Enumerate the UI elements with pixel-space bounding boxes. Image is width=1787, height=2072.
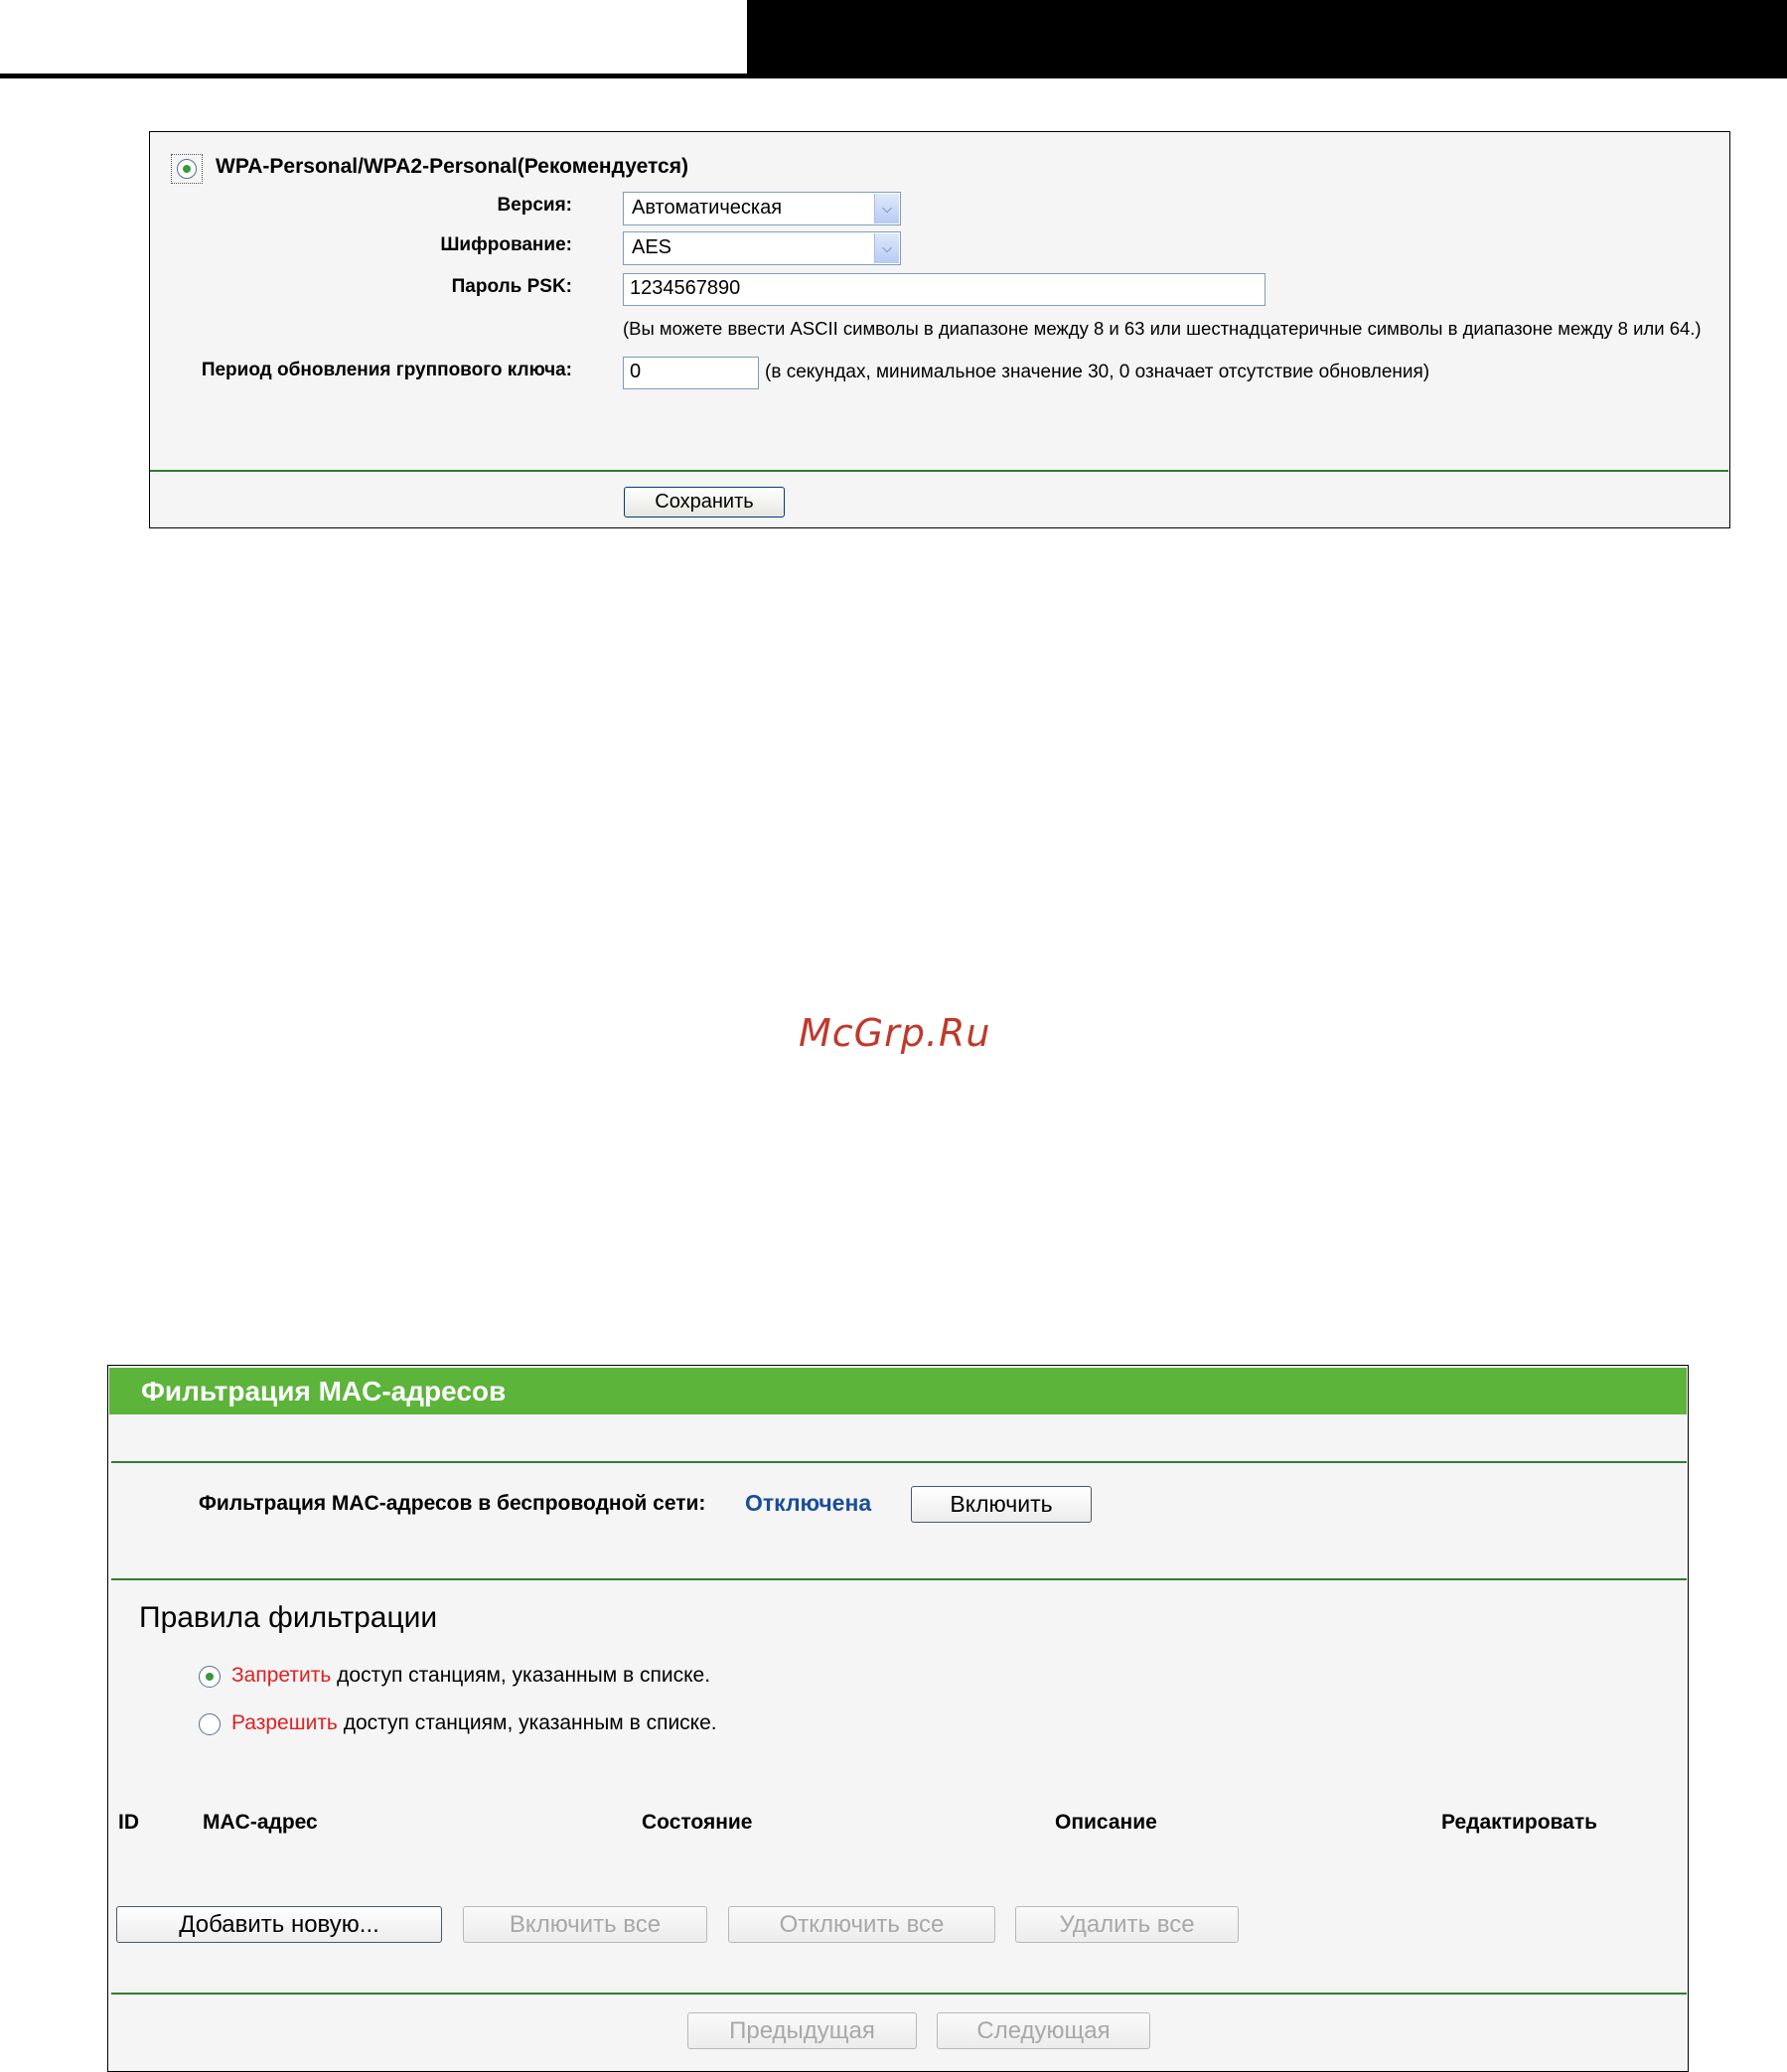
psk-label: Пароль PSK: xyxy=(451,276,572,297)
delete-all-button[interactable]: Удалить все xyxy=(1015,1906,1239,1943)
enable-button[interactable]: Включить xyxy=(911,1486,1092,1523)
group-key-hint: (в секундах, минимальное значение 30, 0 означает отсутствие обновления) xyxy=(765,362,1430,382)
psk-hint: (Вы можете ввести ASCII символы в диапазоне между 8 и 63 или шестнадцатеричные символы в диапазоне между 8 или 64.) xyxy=(623,318,1702,339)
version-value: Автоматическая xyxy=(632,197,783,219)
col-header-mac: MAC-адрес xyxy=(203,1811,318,1834)
psk-input[interactable]: 1234567890 xyxy=(623,273,1266,306)
group-key-label: Период обновления группового ключа: xyxy=(201,360,572,380)
separator xyxy=(111,1993,1687,1995)
version-select[interactable] xyxy=(623,192,901,225)
allow-radio[interactable] xyxy=(199,1713,221,1735)
separator xyxy=(111,1578,1687,1580)
watermark: McGrp.Ru xyxy=(799,1011,991,1055)
save-button[interactable]: Сохранить xyxy=(624,487,785,518)
deny-keyword: Запретить xyxy=(231,1664,332,1687)
version-label: Версия: xyxy=(497,195,572,216)
group-key-input[interactable]: 0 xyxy=(623,357,759,389)
add-new-button[interactable]: Добавить новую... xyxy=(116,1906,442,1943)
radio-dot-icon xyxy=(183,165,191,173)
deny-rest: доступ станциям, указанным в списке. xyxy=(337,1664,711,1687)
radio-dot-icon xyxy=(206,1673,214,1681)
disable-all-button[interactable]: Отключить все xyxy=(728,1906,995,1943)
separator xyxy=(111,1461,1687,1463)
wpa-mode-label: WPA-Personal/WPA2-Personal(Рекомендуется) xyxy=(216,155,688,178)
encryption-select[interactable] xyxy=(623,231,901,265)
deny-radio[interactable] xyxy=(199,1666,221,1688)
enable-all-button[interactable]: Включить все xyxy=(463,1906,707,1943)
header-black-block xyxy=(747,0,1787,75)
chevron-down-icon[interactable]: ⌵ xyxy=(874,194,899,223)
encryption-label: Шифрование: xyxy=(440,234,572,255)
col-header-status: Состояние xyxy=(642,1811,753,1834)
chevron-down-icon[interactable]: ⌵ xyxy=(874,233,899,263)
col-header-id: ID xyxy=(118,1811,139,1834)
status-text: Отключена xyxy=(745,1490,872,1516)
col-header-description: Описание xyxy=(1055,1811,1157,1834)
prev-button[interactable]: Предыдущая xyxy=(687,2012,917,2049)
encryption-value: AES xyxy=(632,236,672,258)
wireless-filter-label: Фильтрация MAC-адресов в беспроводной сети: xyxy=(199,1492,706,1515)
filter-rules-heading: Правила фильтрации xyxy=(139,1601,438,1634)
allow-keyword: Разрешить xyxy=(231,1711,338,1734)
col-header-edit: Редактировать xyxy=(1441,1811,1598,1834)
next-button[interactable]: Следующая xyxy=(937,2012,1150,2049)
header-rule xyxy=(0,74,1787,78)
wpa-separator xyxy=(150,470,1728,472)
allow-rule-text xyxy=(231,1711,717,1735)
deny-rule-text xyxy=(231,1664,710,1688)
allow-rest: доступ станциям, указанным в списке. xyxy=(343,1711,717,1734)
wpa-radio-focus[interactable] xyxy=(171,154,203,184)
wpa-radio[interactable] xyxy=(177,159,197,179)
mac-filter-title: Фильтрация MAC-адресов xyxy=(109,1368,1687,1414)
